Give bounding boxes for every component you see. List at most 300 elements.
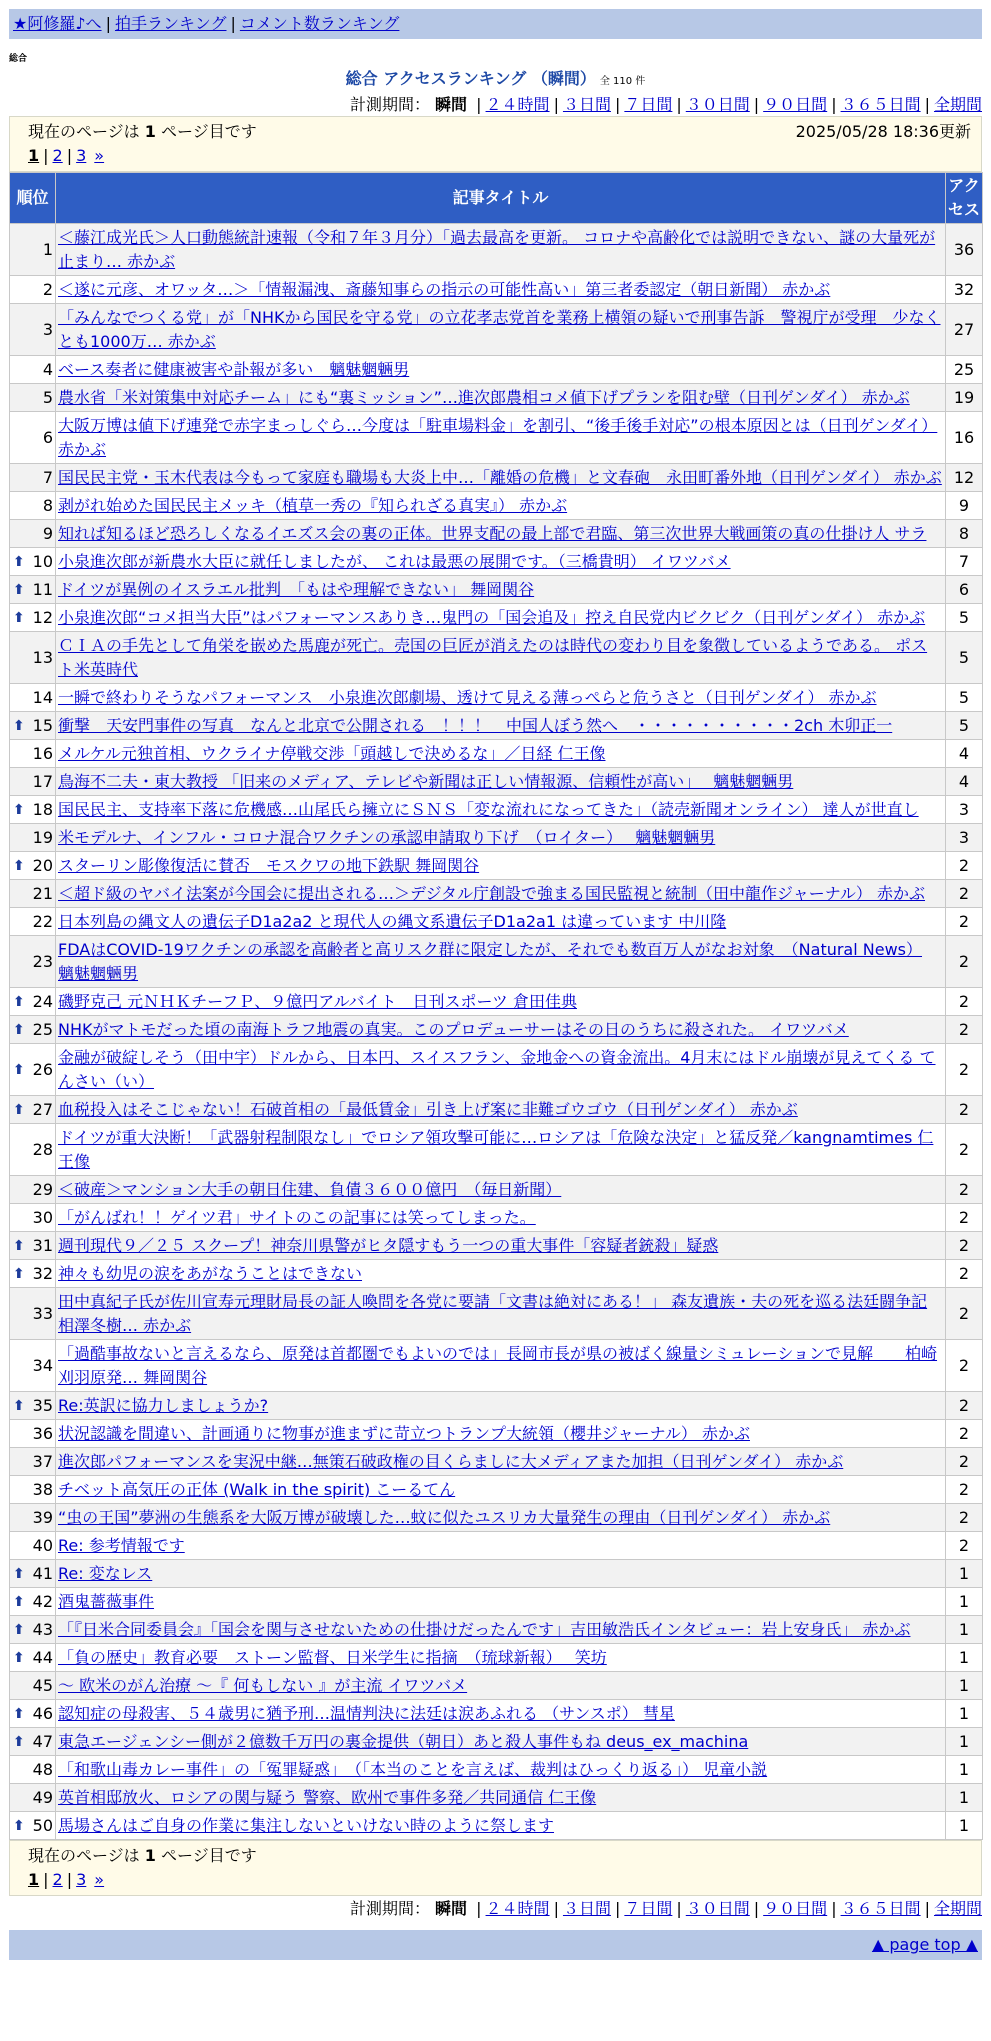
article-title-link[interactable]: 東急エージェンシー側が２億数千万円の裏金提供（朝日）あと殺人事件もね deus_ex_machina (58, 1732, 749, 1751)
access-count: 1 (946, 1644, 983, 1672)
article-title-link[interactable]: ＜超ド級のヤバイ法案が今国会に提出される…＞デジタル庁創設で強まる国民監視と統制（田中龍作ジャーナル） 赤かぶ (58, 884, 926, 903)
rank-cell (10, 936, 56, 988)
title-cell (56, 1260, 946, 1288)
title-cell (56, 276, 946, 304)
period-option-link[interactable]: ９０日間 (763, 95, 828, 114)
rank-cell (10, 1204, 56, 1232)
article-title-link[interactable]: ドイツが異例のイスラエル批判 「もはや理解できない」 舞岡関谷 (58, 580, 535, 599)
article-title-link[interactable]: 衝撃 天安門事件の写真 なんと北京で公開される ！！！ 中国人ぼう然へ ・・・・・・・・・・2ch 木卯正一 (58, 716, 893, 735)
rank-cell (10, 1044, 56, 1096)
title-cell (56, 464, 946, 492)
article-title-link[interactable]: ドイツが重大決断！「武器射程制限なし」でロシア領攻撃可能に…ロシアは「危険な決定」と猛反発／kangnamtimes 仁王像 (58, 1128, 934, 1171)
period-option-link[interactable]: ２４時間 (485, 95, 550, 114)
table-row (10, 1700, 983, 1728)
access-count: 1 (946, 1728, 983, 1756)
period-selector-top (9, 94, 982, 116)
rank-number: 45 (32, 1675, 53, 1695)
table-row (10, 852, 983, 880)
table-row (10, 276, 983, 304)
rank-number: 50 (32, 1815, 53, 1835)
article-title-link[interactable]: 国民民主党・玉木代表は今もって家庭も職場も大炎上中…「離婚の危機」と文春砲 永田町番外地（日刊ゲンダイ） 赤かぶ (58, 468, 942, 487)
article-title-link[interactable]: Re:英訳に協力しましょうか? (58, 1396, 269, 1415)
rank-cell (10, 712, 56, 740)
article-title-link[interactable]: ＜破産＞マンション大手の朝日住建、負債３６００億円 （毎日新聞） (58, 1180, 562, 1199)
table-row (10, 1176, 983, 1204)
rank-number: 17 (32, 771, 53, 791)
access-count: 2 (946, 1392, 983, 1420)
period-option-link[interactable]: ９０日間 (763, 1899, 828, 1918)
updated-timestamp: 2025/05/28 18:36更新 (795, 122, 971, 141)
article-title-link[interactable]: 「和歌山毒カレー事件」の「冤罪疑惑」 （「本当のことを言えば、裁判はひっくり返る」） 児童小説 (58, 1760, 768, 1779)
title-cell (56, 880, 946, 908)
title-cell (56, 412, 946, 464)
period-separator: | (924, 1899, 930, 1918)
table-row (10, 684, 983, 712)
table-row (10, 1096, 983, 1124)
period-option-link[interactable]: ３６５日間 (840, 95, 921, 114)
article-title-link[interactable]: 金融が破綻しそう（田中宇）ドルから、日本円、スイスフラン、金地金への資金流出。4月末にはドル崩壊が見えてくる てんさい（い） (58, 1048, 936, 1091)
article-title-link[interactable]: ～ 欧米のがん治療 ～『 何もしない 』が主流 イワツバメ (58, 1676, 468, 1695)
rank-cell (10, 1588, 56, 1616)
table-row (10, 1476, 983, 1504)
title-cell (56, 1340, 946, 1392)
table-row (10, 768, 983, 796)
pager-page-3[interactable]: 3 (76, 1870, 87, 1889)
article-title-link[interactable]: メルケル元独首相、ウクライナ停戦交渉「頭越しで決めるな」／日経 仁王像 (58, 744, 606, 763)
info-box-bottom (9, 1840, 982, 1896)
rank-cell (10, 1644, 56, 1672)
access-count: 2 (946, 1340, 983, 1392)
rank-number: 18 (32, 799, 53, 819)
period-option-link[interactable]: ３０日間 (685, 95, 750, 114)
access-count: 3 (946, 796, 983, 824)
period-current: 瞬間 (435, 95, 468, 114)
access-count: 2 (946, 1124, 983, 1176)
rank-cell (10, 576, 56, 604)
period-separator: | (676, 95, 682, 114)
access-count: 2 (946, 1044, 983, 1096)
applause-ranking-link[interactable]: 拍手ランキング (114, 14, 227, 33)
table-row (10, 1392, 983, 1420)
title-cell (56, 1288, 946, 1340)
rank-cell (10, 740, 56, 768)
rank-cell (10, 796, 56, 824)
pager-page-2[interactable]: 2 (52, 146, 63, 165)
table-row (10, 1420, 983, 1448)
pager-page-2[interactable]: 2 (52, 1870, 63, 1889)
article-title-link[interactable]: 日本列島の縄文人の遺伝子D1a2a2 と現代人の縄文系遺伝子D1a2a1 は違っています 中川隆 (58, 912, 727, 931)
article-title-link[interactable]: 田中真紀子氏が佐川宣寿元理財局長の証人喚問を各党に要請「文書は絶対にある！」 森友遺族・夫の死を巡る法廷闘争記 相澤冬樹… 赤かぶ (58, 1292, 928, 1335)
title-cell (56, 632, 946, 684)
article-title-link[interactable]: 週刊現代９／２５ スクープ！神奈川県警がヒタ隠すもう一つの重大事件「容疑者銃殺」疑惑 (58, 1236, 719, 1255)
title-cell (56, 988, 946, 1016)
table-row (10, 1448, 983, 1476)
rank-cell (10, 1260, 56, 1288)
rank-number: 11 (32, 579, 53, 599)
table-row (10, 1812, 983, 1840)
access-count: 2 (946, 908, 983, 936)
period-separator: | (614, 1899, 621, 1918)
access-count: 2 (946, 1204, 983, 1232)
rank-number: 22 (32, 911, 53, 931)
rank-number: 19 (32, 827, 53, 847)
rank-number: 13 (32, 647, 53, 667)
rank-cell (10, 1288, 56, 1340)
rank-number: 30 (32, 1207, 53, 1227)
access-count: 3 (946, 824, 983, 852)
rank-number: 3 (42, 319, 53, 339)
col-title: 記事タイトル (56, 173, 946, 224)
access-count: 5 (946, 604, 983, 632)
nav-separator: | (105, 14, 111, 33)
rank-cell (10, 1476, 56, 1504)
article-title-link[interactable]: 「がんばれ！！ゲイツ君」サイトのこの記事には笑ってしまった。 (58, 1208, 536, 1227)
rank-number: 32 (32, 1263, 53, 1283)
table-row (10, 1260, 983, 1288)
rank-number: 36 (32, 1423, 53, 1443)
article-title-link[interactable]: 状況認識を間違い、計画通りに物事が進まずに苛立つトランプ大統領（櫻井ジャーナル） 赤かぶ (58, 1424, 750, 1443)
period-separator: | (676, 1899, 682, 1918)
rank-number: 25 (32, 1019, 53, 1039)
article-title-link[interactable]: NHKがマトモだった頃の南海トラフ地震の真実。このプロデューサーはその日のうちに殺された。 イワツバメ (58, 1020, 849, 1039)
rank-number: 40 (32, 1535, 53, 1555)
title-cell (56, 304, 946, 356)
access-count: 1 (946, 1756, 983, 1784)
article-title-link[interactable]: ＜藤江成光氏＞人口動態統計速報（令和７年３月分）「過去最高を更新。 コロナや高齢化では説明できない、謎の大量死が止まり… 赤かぶ (58, 228, 936, 271)
table-row (10, 1756, 983, 1784)
rank-cell (10, 1784, 56, 1812)
access-count: 32 (946, 276, 983, 304)
title-cell (56, 1392, 946, 1420)
rank-cell (10, 632, 56, 684)
article-title-link[interactable]: 米モデルナ、インフル・コロナ混合ワクチンの承認申請取り下げ （ロイター） 魑魅魍魎男 (58, 828, 716, 847)
period-options (472, 95, 982, 114)
rank-up-arrow-icon: ⬆ (13, 1565, 25, 1582)
article-title-link[interactable]: 農水省「米対策集中対応チーム」にも“裏ミッション”…進次郎農相コメ値下げプランを阻む壁（日刊ゲンダイ） 赤かぶ (58, 388, 910, 407)
rank-up-arrow-icon: ⬆ (13, 993, 25, 1010)
rank-number: 43 (32, 1619, 53, 1639)
access-count: 5 (946, 632, 983, 684)
access-count: 19 (946, 384, 983, 412)
footer-bar (9, 1930, 982, 1960)
table-row (10, 1560, 983, 1588)
table-row (10, 412, 983, 464)
rank-up-arrow-icon: ⬆ (13, 1817, 25, 1834)
table-row (10, 548, 983, 576)
rank-number: 8 (42, 495, 53, 515)
table-row (10, 1672, 983, 1700)
pager-next[interactable]: » (94, 146, 105, 165)
article-title-link[interactable]: 鳥海不二夫・東大教授 「旧来のメディア、テレビや新聞は正しい情報源、信頼性が高い」 魑魅魍魎男 (58, 772, 794, 791)
rank-number: 9 (42, 523, 53, 543)
period-option-link[interactable]: ３０日間 (685, 1899, 750, 1918)
article-title-link[interactable]: 大阪万博は値下げ連発で赤字まっしぐら…今度は「駐車場料金」を割引、“後手後手対応”の根本原因とは（日刊ゲンダイ） 赤かぶ (58, 416, 938, 459)
table-row (10, 576, 983, 604)
article-title-link[interactable]: 小泉進次郎“コメ担当大臣”はパフォーマンスありき…鬼門の「国会追及」控え自民党内ビクビク（日刊ゲンダイ） 赤かぶ (58, 608, 926, 627)
rank-up-arrow-icon: ⬆ (13, 1397, 25, 1414)
period-label: 計測期間： (349, 1899, 430, 1918)
rank-number: 20 (32, 855, 53, 875)
title-cell (56, 1728, 946, 1756)
rank-up-arrow-icon: ⬆ (13, 1593, 25, 1610)
title-cell (56, 1784, 946, 1812)
article-title-link[interactable]: 「負の歴史」教育必要 ストーン監督、日米学生に指摘 （琉球新報） 笑坊 (58, 1648, 607, 1667)
period-option-link[interactable]: ３６５日間 (840, 1899, 921, 1918)
access-count: 1 (946, 1588, 983, 1616)
table-row (10, 712, 983, 740)
title-cell (56, 908, 946, 936)
access-count: 2 (946, 1260, 983, 1288)
rank-cell (10, 1672, 56, 1700)
page-top-link[interactable]: ▲ page top ▲ (871, 1935, 978, 1954)
rank-number: 41 (32, 1563, 53, 1583)
rank-cell (10, 1700, 56, 1728)
rank-cell (10, 1504, 56, 1532)
rank-cell (10, 384, 56, 412)
access-count: 1 (946, 1700, 983, 1728)
table-row (10, 304, 983, 356)
period-separator: | (831, 1899, 837, 1918)
article-title-link[interactable]: Re: 参考情報です (58, 1536, 185, 1555)
table-row (10, 824, 983, 852)
table-row (10, 356, 983, 384)
title-cell (56, 796, 946, 824)
rank-cell (10, 1124, 56, 1176)
article-title-link[interactable]: 「過酷事故ないと言えるなら、原発は首都圏でもよいのでは」長岡市長が県の被ばく線量シミュレーションで見解 柏崎刈羽原発… 舞岡関谷 (58, 1344, 938, 1387)
period-option-link[interactable]: 全期間 (933, 95, 982, 114)
rank-up-arrow-icon: ⬆ (13, 1621, 25, 1638)
title-cell (56, 1812, 946, 1840)
period-separator: | (614, 95, 621, 114)
access-count: 1 (946, 1812, 983, 1840)
access-count: 2 (946, 1288, 983, 1340)
article-title-link[interactable]: FDAはCOVID-19ワクチンの承認を高齢者と高リスク群に限定したが、それでも数百万人がなお対象 （Natural News） 魑魅魍魎男 (58, 940, 923, 983)
period-option-link[interactable]: ３日間 (562, 95, 611, 114)
table-row (10, 1588, 983, 1616)
title-cell (56, 224, 946, 276)
article-title-link[interactable]: 国民民主、支持率下落に危機感…山尾氏ら擁立にＳＮＳ「変な流れになってきた」（読売新聞オンライン） 達人が世直し (58, 800, 919, 819)
rank-up-arrow-icon: ⬆ (13, 1733, 25, 1750)
rank-cell (10, 304, 56, 356)
rank-cell (10, 1176, 56, 1204)
period-separator: | (553, 95, 559, 114)
period-options (472, 1899, 982, 1918)
access-count: 4 (946, 740, 983, 768)
access-count: 1 (946, 1784, 983, 1812)
rank-cell (10, 1728, 56, 1756)
home-link[interactable]: ★阿修羅♪へ (13, 14, 102, 33)
table-row (10, 1784, 983, 1812)
rank-cell (10, 684, 56, 712)
title-cell (56, 1044, 946, 1096)
rank-cell (10, 492, 56, 520)
rank-cell (10, 520, 56, 548)
rank-cell (10, 1420, 56, 1448)
rank-number: 14 (32, 687, 53, 707)
table-row (10, 1616, 983, 1644)
table-row (10, 1340, 983, 1392)
rank-cell (10, 852, 56, 880)
rank-up-arrow-icon: ⬆ (13, 1021, 25, 1038)
article-title-link[interactable]: スターリン彫像復活に賛否 モスクワの地下鉄駅 舞岡関谷 (58, 856, 480, 875)
period-option-link[interactable]: ７日間 (624, 95, 673, 114)
rank-up-arrow-icon: ⬆ (13, 1237, 25, 1254)
access-count: 2 (946, 988, 983, 1016)
article-title-link[interactable]: ＣＩＡの手先として角栄を嵌めた馬鹿が死亡。売国の巨匠が消えたのは時代の変わり目を象徴しているようである。 ポスト米英時代 (58, 636, 928, 679)
table-row (10, 1288, 983, 1340)
title-cell (56, 1096, 946, 1124)
access-count: 5 (946, 712, 983, 740)
ranking-title: 総合 アクセスランキング （瞬間） (345, 69, 596, 88)
access-count: 7 (946, 548, 983, 576)
period-option-link[interactable]: ２４時間 (485, 1899, 550, 1918)
pager-current-page: 1 (28, 1870, 40, 1889)
period-selector-bottom (9, 1898, 982, 1920)
title-cell (56, 1532, 946, 1560)
table-row (10, 796, 983, 824)
article-title-link[interactable]: 磯野克己 元ＮＨＫチーフＰ、９億円アルバイト 日刊スポーツ 倉田佳典 (58, 992, 577, 1011)
rank-cell (10, 1096, 56, 1124)
page-container (9, 9, 982, 1960)
rank-number: 49 (32, 1787, 53, 1807)
access-count: 25 (946, 356, 983, 384)
table-row (10, 988, 983, 1016)
period-option-link[interactable]: 全期間 (933, 1899, 982, 1918)
article-title-link[interactable]: 知れば知るほど恐ろしくなるイエズス会の裏の正体。世界支配の最上部で君臨、第三次世界大戦画策の真の仕掛け人 サラ (58, 524, 927, 543)
access-count: 6 (946, 576, 983, 604)
period-option-link[interactable]: ３日間 (562, 1899, 611, 1918)
access-count: 2 (946, 1096, 983, 1124)
title-cell (56, 768, 946, 796)
article-title-link[interactable]: 認知症の母殺害、５４歳男に猶予刑…温情判決に法廷は涙あふれる （サンスポ） 彗星 (58, 1704, 675, 1723)
period-current: 瞬間 (435, 1899, 468, 1918)
title-cell (56, 1124, 946, 1176)
title-cell (56, 384, 946, 412)
access-count: 2 (946, 936, 983, 988)
pager-next[interactable]: » (94, 1870, 105, 1889)
rank-up-arrow-icon: ⬆ (13, 581, 25, 598)
rank-up-arrow-icon: ⬆ (13, 1061, 25, 1078)
rank-cell (10, 1340, 56, 1392)
table-row (10, 604, 983, 632)
article-title-link[interactable]: 進次郎パフォーマンスを実況中継…無策石破政権の目くらましに大メディアまた加担（日刊ゲンダイ） 赤かぶ (58, 1452, 844, 1471)
rank-number: 16 (32, 743, 53, 763)
article-title-link[interactable]: 剥がれ始めた国民民主メッキ（植草一秀の『知られざる真実』） 赤かぶ (58, 496, 568, 515)
rank-cell (10, 1232, 56, 1260)
top-nav (9, 9, 982, 39)
table-row (10, 1124, 983, 1176)
article-title-link[interactable]: 「『日米合同委員会』「国会を関与させないための仕掛けだったんです」吉田敏浩氏インタビュー：岩上安身氏」 赤かぶ (58, 1620, 911, 1639)
access-count: 1 (946, 1560, 983, 1588)
article-title-link[interactable]: チベット高気圧の正体 (Walk in the spirit) こーるてん (58, 1480, 456, 1499)
rank-number: 37 (32, 1451, 53, 1471)
article-title-link[interactable]: “虫の王国”夢洲の生態系を大阪万博が破壊した…蚊に似たユスリカ大量発生の理由（日刊ゲンダイ） 赤かぶ (58, 1508, 831, 1527)
table-row (10, 1232, 983, 1260)
article-title-link[interactable]: 英首相邸放火、ロシアの関与疑う 警察、欧州で事件多発／共同通信 仁王像 (58, 1788, 597, 1807)
rank-number: 12 (32, 607, 53, 627)
title-cell (56, 492, 946, 520)
rank-up-arrow-icon: ⬆ (13, 857, 25, 874)
table-row (10, 520, 983, 548)
rank-cell (10, 1616, 56, 1644)
rank-up-arrow-icon: ⬆ (13, 717, 25, 734)
rank-up-arrow-icon: ⬆ (13, 553, 25, 570)
rank-number: 47 (32, 1731, 53, 1751)
rank-number: 28 (32, 1139, 53, 1159)
article-title-link[interactable]: 「みんなでつくる党」が「NHKから国民を守る党」の立花孝志党首を業務上横領の疑いで刑事告訴 警視庁が受理 少なくとも1000万… 赤かぶ (58, 308, 941, 351)
title-cell (56, 740, 946, 768)
current-page-text: 現在のページは 1 ページ目です (28, 1846, 257, 1865)
article-title-link[interactable]: Re: 変なレス (58, 1564, 153, 1583)
rank-number: 35 (32, 1395, 53, 1415)
access-count: 27 (946, 304, 983, 356)
title-cell (56, 1644, 946, 1672)
rank-cell (10, 356, 56, 384)
rank-cell (10, 1448, 56, 1476)
pager-current-page: 1 (28, 146, 40, 165)
article-title-link[interactable]: ＜遂に元彦、オワッタ…＞「情報漏洩、斎藤知事らの指示の可能性高い」第三者委認定（朝日新聞） 赤かぶ (58, 280, 831, 299)
rank-cell (10, 988, 56, 1016)
article-title-link[interactable]: 小泉進次郎が新農水大臣に就任しましたが、 これは最悪の展開です。（三橋貴明） イワツバメ (58, 552, 731, 571)
col-rank: 順位 (10, 173, 56, 224)
article-title-link[interactable]: ベース奏者に健康被害や訃報が多い 魑魅魍魎男 (58, 360, 410, 379)
title-cell (56, 852, 946, 880)
table-row (10, 1644, 983, 1672)
access-count: 2 (946, 1420, 983, 1448)
article-title-link[interactable]: 神々も幼児の涙をあがなうことはできない (58, 1264, 363, 1283)
rank-cell (10, 1812, 56, 1840)
table-row (10, 1204, 983, 1232)
title-cell (56, 604, 946, 632)
col-access: アクセス (946, 173, 983, 224)
title-cell (56, 1476, 946, 1504)
access-count: 2 (946, 1176, 983, 1204)
rank-cell (10, 908, 56, 936)
article-title-link[interactable]: 血税投入はそこじゃない！石破首相の「最低賃金」引き上げ案に非難ゴウゴウ（日刊ゲンダイ） 赤かぶ (58, 1100, 798, 1119)
article-title-link[interactable]: 一瞬で終わりそうなパフォーマンス 小泉進次郎劇場、透けて見える薄っぺらと危うさと（日刊ゲンダイ） 赤かぶ (58, 688, 877, 707)
rank-up-arrow-icon: ⬆ (13, 1649, 25, 1666)
rank-cell (10, 1532, 56, 1560)
article-title-link[interactable]: 酒鬼薔薇事件 (58, 1592, 155, 1611)
rank-number: 23 (32, 951, 53, 971)
rank-number: 6 (42, 427, 53, 447)
rank-number: 5 (42, 387, 53, 407)
rank-up-arrow-icon: ⬆ (13, 1101, 25, 1118)
period-option-link[interactable]: ７日間 (624, 1899, 673, 1918)
rank-cell (10, 1016, 56, 1044)
comment-ranking-link[interactable]: コメント数ランキング (239, 14, 400, 33)
article-title-link[interactable]: 馬場さんはご自身の作業に集注しないといけない時のように祭します (58, 1816, 555, 1835)
rank-number: 34 (32, 1355, 53, 1375)
period-separator: | (831, 95, 837, 114)
pager-top: 1 | 2 | 3 » (28, 146, 105, 165)
table-row (10, 1504, 983, 1532)
access-count: 2 (946, 852, 983, 880)
title-cell (56, 356, 946, 384)
rank-cell (10, 1756, 56, 1784)
pager-page-3[interactable]: 3 (76, 146, 87, 165)
period-separator: | (753, 95, 760, 114)
title-cell (56, 936, 946, 988)
info-box-top (9, 116, 982, 172)
rank-number: 44 (32, 1647, 53, 1667)
table-row (10, 464, 983, 492)
rank-cell (10, 548, 56, 576)
access-count: 8 (946, 520, 983, 548)
access-count: 1 (946, 1672, 983, 1700)
rank-cell (10, 1560, 56, 1588)
access-count: 2 (946, 1476, 983, 1504)
